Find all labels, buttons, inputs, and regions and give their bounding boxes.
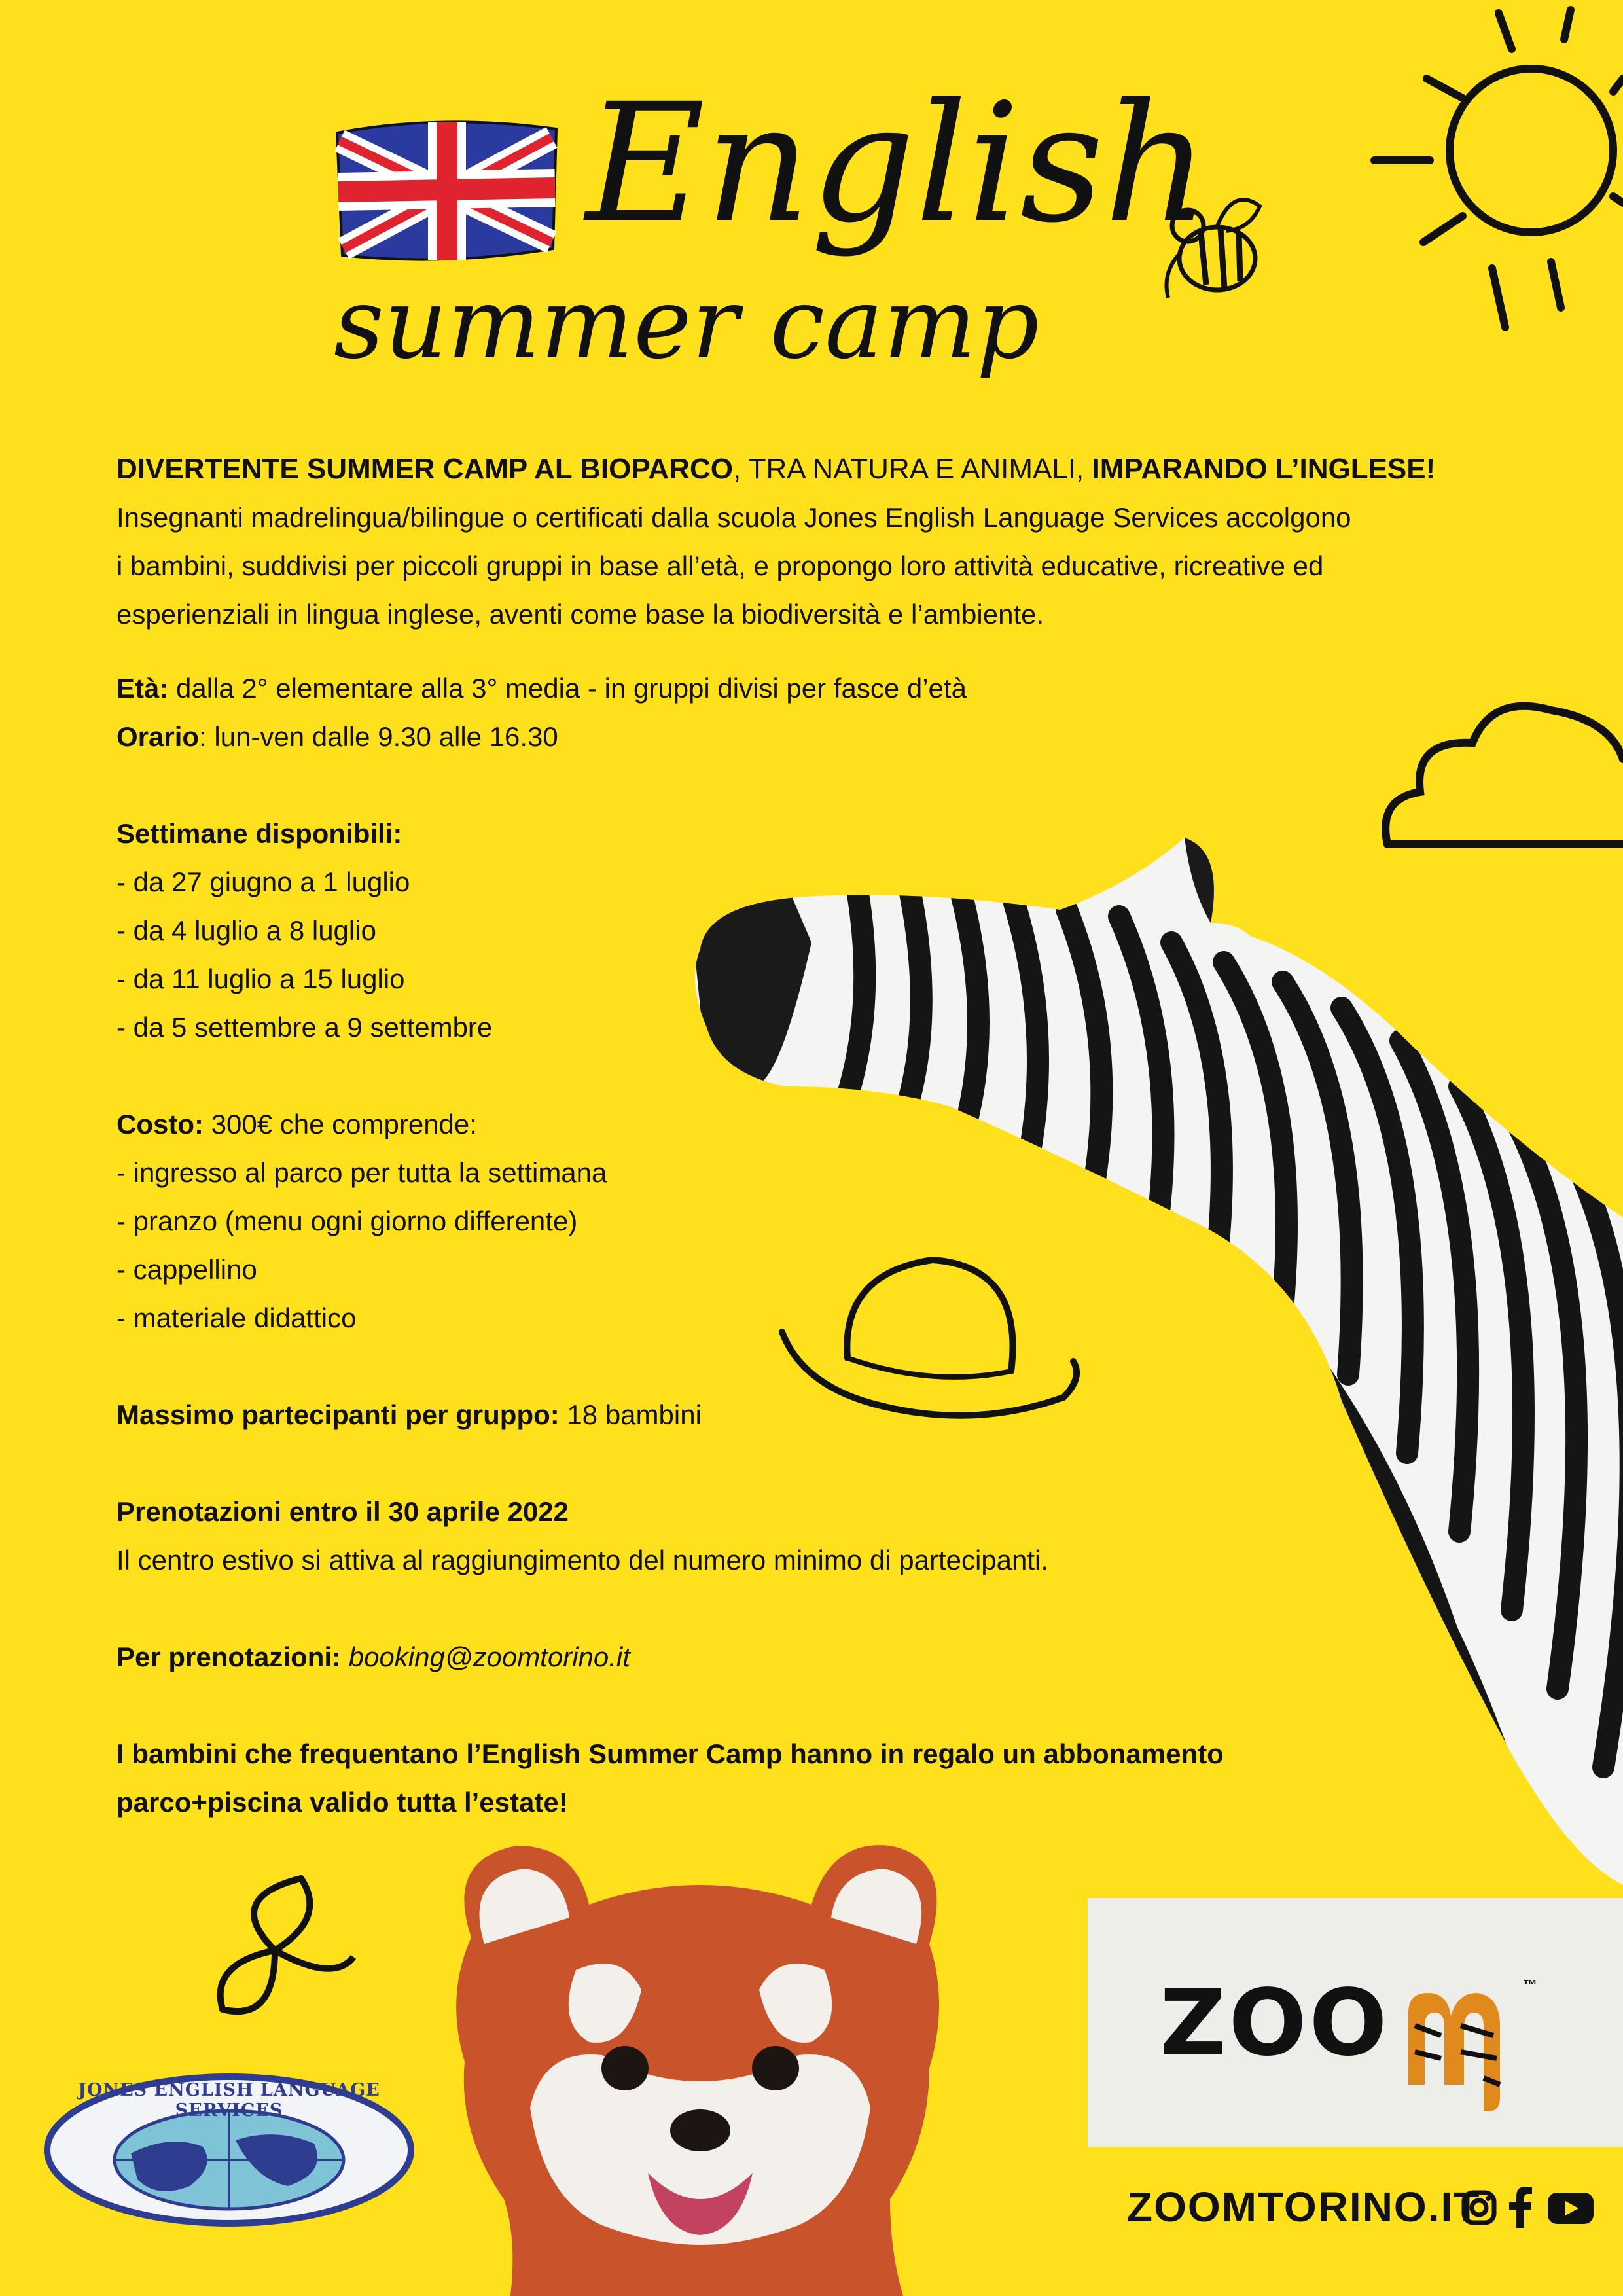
cost-item: - pranzo (menu ogni giorno differente) xyxy=(116,1206,578,1236)
max-participants-label: Massimo partecipanti per gruppo: xyxy=(116,1399,560,1430)
red-panda-image xyxy=(432,1833,969,2296)
website-link[interactable]: ZOOMTORINO.IT xyxy=(1127,2183,1481,2231)
week-item: - da 27 giugno a 1 luglio xyxy=(116,867,410,897)
cost-item: - ingresso al parco per tutta la settimana xyxy=(116,1157,607,1188)
booking-deadline: Prenotazioni entro il 30 aprile 2022 xyxy=(116,1496,569,1527)
hours-value: : lun-ven dalle 9.30 alle 16.30 xyxy=(199,721,558,752)
intro-line: Insegnanti madrelingua/bilingue o certificati dalla scuola Jones English Language Services accolgono xyxy=(116,502,1351,533)
booking-label: Per prenotazioni: xyxy=(116,1641,342,1672)
sun-doodle xyxy=(1315,0,1623,340)
intro-headline-mid: , TRA NATURA E ANIMALI, xyxy=(732,453,1092,485)
title-english: English xyxy=(586,68,1209,259)
age-label: Età: xyxy=(116,673,169,704)
cost-value: 300€ che comprende: xyxy=(203,1109,477,1139)
jones-english-logo xyxy=(39,2068,419,2232)
max-participants-value: 18 bambini xyxy=(559,1399,702,1430)
youtube-icon[interactable] xyxy=(1548,2193,1594,2224)
intro-section xyxy=(116,445,1517,639)
zoom-trademark: ™ xyxy=(1523,1977,1537,1993)
booking-email-link[interactable]: booking@zoomtorino.it xyxy=(348,1641,630,1672)
weeks-label: Settimane disponibili: xyxy=(116,818,402,849)
age-line xyxy=(116,664,1294,713)
zoom-logo-box xyxy=(1088,1898,1623,2147)
gift-line: I bambini che frequentano l’English Summer Camp hanno in regalo un abbonamento xyxy=(116,1738,1224,1769)
cost-item: - cappellino xyxy=(116,1254,257,1285)
hours-line xyxy=(116,713,1294,761)
week-item: - da 11 luglio a 15 luglio xyxy=(116,963,405,994)
age-value: dalla 2° elementare alla 3° media - in gruppi divisi per fasce d’età xyxy=(168,673,967,704)
hours-label: Orario xyxy=(116,721,200,752)
cost-label: Costo: xyxy=(116,1109,204,1139)
gift-line: parco+piscina valido tutta l’estate! xyxy=(116,1787,568,1818)
union-jack-flag xyxy=(330,115,566,268)
activation-note: Il centro estivo si attiva al raggiungimento del numero minimo di partecipanti. xyxy=(116,1545,1049,1575)
instagram-icon[interactable] xyxy=(1461,2189,1497,2226)
intro-headline-bold2: IMPARANDO L’INGLESE! xyxy=(1092,453,1436,485)
bee-doodle xyxy=(1155,173,1279,311)
butterfly-doodle xyxy=(196,1872,366,2022)
facebook-icon[interactable] xyxy=(1508,2186,1532,2228)
zoom-tiger-m-icon xyxy=(1402,1986,1513,2117)
week-item: - da 4 luglio a 8 luglio xyxy=(116,915,376,946)
title-summer-camp: summer camp xyxy=(334,267,1039,381)
intro-headline-bold1: DIVERTENTE SUMMER CAMP AL BIOPARCO xyxy=(116,453,733,485)
intro-headline xyxy=(116,445,1517,493)
jones-logo-text: JONES ENGLISH LANGUAGE SERVICES xyxy=(78,2080,380,2121)
hat-doodle xyxy=(776,1247,1083,1443)
week-item: - da 5 settembre a 9 settembre xyxy=(116,1012,493,1043)
cost-item: - materiale didattico xyxy=(116,1302,357,1333)
intro-line: i bambini, suddivisi per piccoli gruppi in base all’età, e propongo loro attività educative, ricreative ed xyxy=(116,550,1324,581)
zoom-logo-text: ZOO xyxy=(1160,1970,1390,2077)
intro-line: esperienziali in lingua inglese, aventi come base la biodiversità e l’ambiente. xyxy=(116,599,1044,630)
